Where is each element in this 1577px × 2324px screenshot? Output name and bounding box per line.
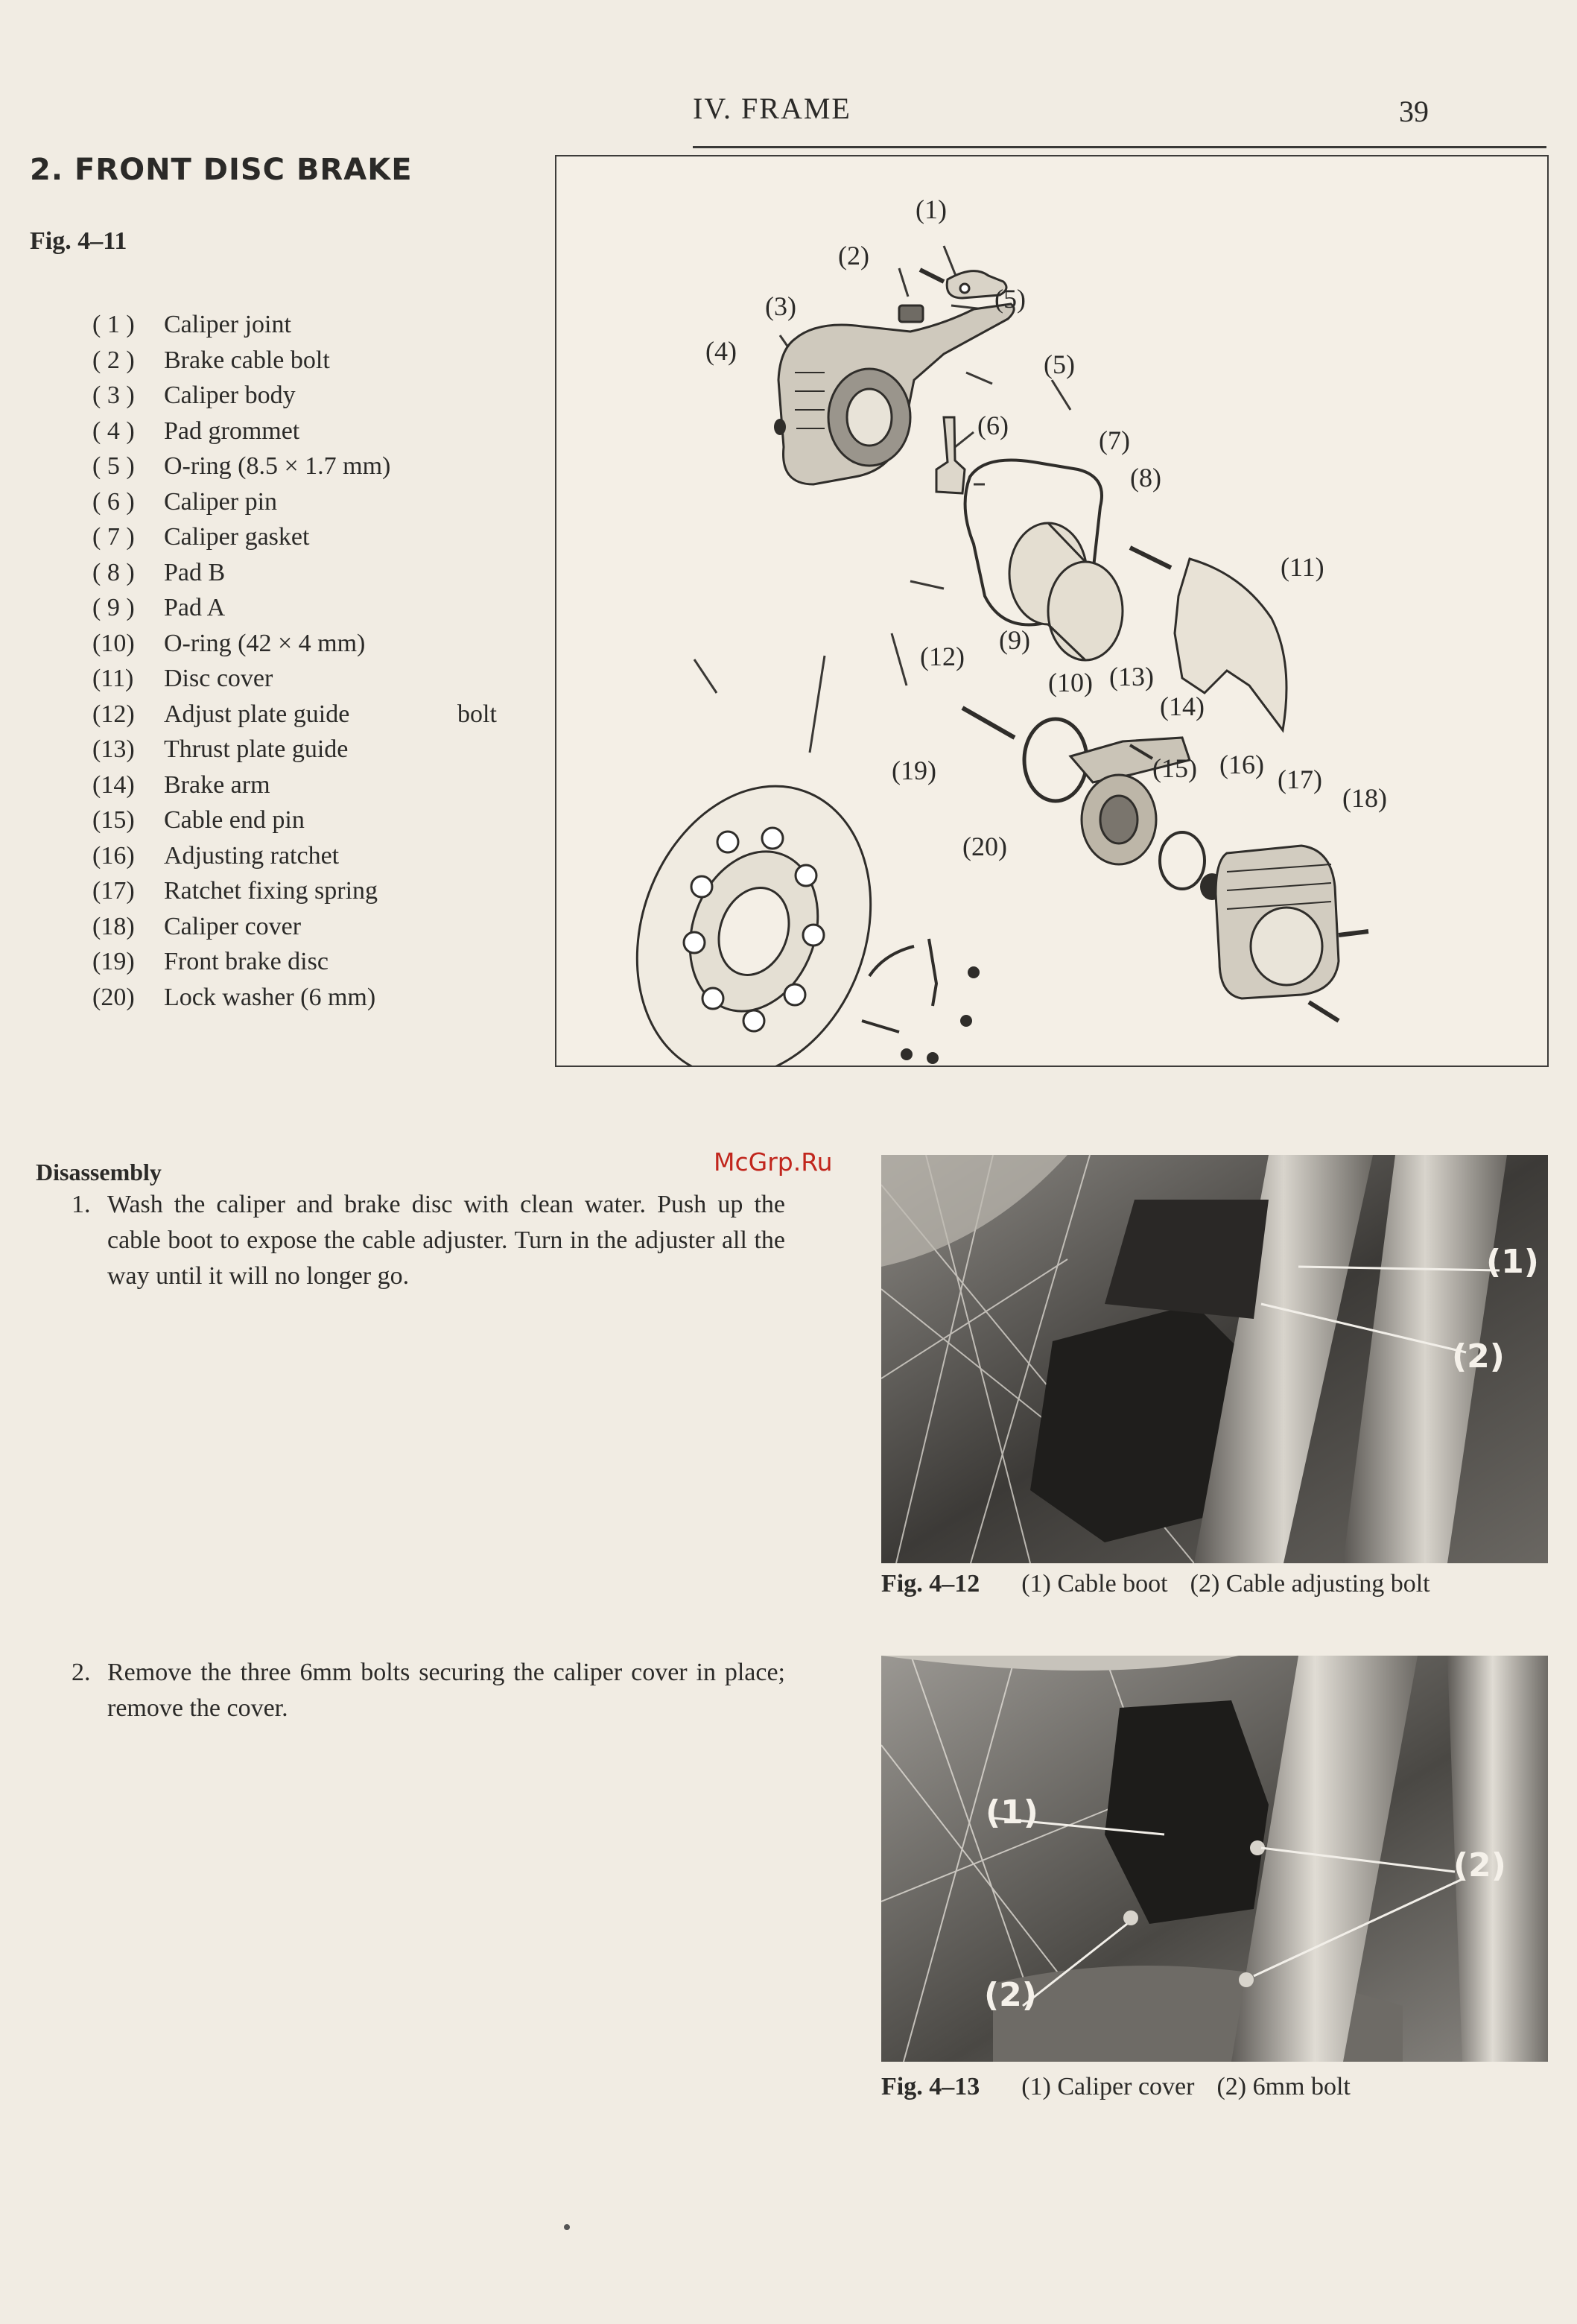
part-name: Pad B — [164, 558, 226, 586]
caliper-pin-part — [936, 417, 965, 493]
caption-figure-number: Fig. 4–12 — [881, 1570, 980, 1598]
parts-list-item — [92, 732, 390, 767]
figure-caption — [881, 1570, 1453, 1598]
part-name-suffix: bolt — [457, 700, 497, 728]
photo2-callout-2b: (2) — [1453, 1846, 1506, 1884]
parts-list-item — [92, 343, 390, 379]
part-number: ( 4 ) — [92, 417, 135, 445]
parts-list-item — [92, 697, 497, 732]
parts-list-item — [92, 802, 390, 838]
part-name: Brake arm — [164, 770, 270, 799]
diagram-callout-20: (20) — [962, 832, 1007, 861]
part-name: Thrust plate guide — [164, 735, 349, 763]
diagram-callout-9: (9) — [999, 625, 1030, 655]
photo2-callout-1: (1) — [986, 1793, 1038, 1831]
diagram-callout-2: (2) — [838, 241, 869, 270]
parts-list-item — [92, 590, 390, 626]
exploded-view-drawing — [556, 156, 1547, 1066]
caliper-cover-part — [1216, 846, 1368, 1021]
part-number: (11) — [92, 665, 134, 692]
step-number: 2. — [72, 1659, 91, 1686]
part-name: Caliper pin — [164, 487, 278, 516]
diagram-callout-15: (15) — [1152, 753, 1197, 783]
diagram-callout-7: (7) — [1099, 425, 1130, 455]
photo-cable-adjuster — [881, 1155, 1548, 1563]
part-name: Pad grommet — [164, 417, 300, 445]
parts-list-item — [92, 414, 390, 449]
part-name: Front brake disc — [164, 948, 329, 975]
step-text: Remove the three 6mm bolts securing the caliper cover in place; remove the cover. — [107, 1659, 785, 1722]
part-number: ( 7 ) — [92, 523, 135, 551]
page-speck — [564, 2224, 570, 2230]
exploded-view-diagram — [555, 155, 1549, 1067]
part-name: Caliper cover — [164, 912, 302, 940]
front-brake-disc-part — [598, 753, 910, 1066]
diagram-callout-14: (14) — [1160, 691, 1205, 721]
lock-washer-parts — [862, 939, 936, 1032]
brake-cable-bolt-part — [899, 305, 923, 322]
photo-caliper-cover-image — [881, 1656, 1548, 2062]
parts-list-item — [92, 661, 390, 697]
page-number: 39 — [1399, 95, 1429, 128]
part-name: Cable end pin — [164, 806, 305, 834]
part-name: Caliper gasket — [164, 523, 310, 551]
part-number: (16) — [92, 841, 135, 870]
diagram-callout-17: (17) — [1278, 764, 1322, 794]
part-name: Lock washer (6 mm) — [164, 983, 376, 1011]
parts-list-item — [92, 378, 390, 414]
diagram-callout-1: (1) — [916, 194, 947, 224]
part-number: ( 5 ) — [92, 452, 135, 480]
photo-cable-adjuster-image — [881, 1155, 1548, 1563]
diagram-callout-4: (4) — [705, 336, 737, 366]
caption-item: (1) Cable boot — [1021, 1570, 1168, 1598]
parts-list-item — [92, 484, 390, 520]
part-number: ( 1 ) — [92, 311, 135, 338]
section-title: 2. FRONT DISC BRAKE — [30, 153, 413, 187]
diagram-callout-6: (6) — [977, 411, 1009, 440]
part-name: Caliper body — [164, 381, 296, 409]
watermark: McGrp.Ru — [714, 1147, 833, 1177]
parts-list-item — [92, 909, 390, 945]
diagram-callout-12: (12) — [920, 642, 965, 671]
part-number: ( 3 ) — [92, 381, 135, 409]
header-rule — [693, 146, 1546, 148]
photo1-callout-2: (2) — [1452, 1337, 1505, 1375]
photo-caliper-cover — [881, 1656, 1548, 2062]
part-name: Pad A — [164, 594, 226, 621]
diagram-callout-13: (13) — [1109, 662, 1154, 691]
diagram-callout-16: (16) — [1219, 750, 1264, 779]
part-number: (17) — [92, 877, 135, 905]
part-number: (10) — [92, 629, 135, 657]
diagram-callout-18: (18) — [1342, 783, 1387, 813]
diagram-callout-5a: (5) — [994, 284, 1026, 314]
parts-list-item — [92, 519, 390, 555]
parts-list-item — [92, 626, 390, 662]
adjust-plate-guide-bolt-part — [962, 708, 1015, 738]
part-name: Brake cable bolt — [164, 346, 330, 374]
parts-list-item — [92, 555, 390, 591]
caption-item: (2) Cable adjusting bolt — [1190, 1570, 1430, 1598]
part-number: (15) — [92, 806, 135, 834]
part-name: O-ring (8.5 × 1.7 mm) — [164, 452, 391, 480]
figure-label: Fig. 4–11 — [30, 227, 127, 255]
parts-list-item — [92, 449, 390, 484]
parts-list-item — [92, 838, 390, 874]
pad-grommet-part — [774, 419, 786, 435]
part-name: Ratchet fixing spring — [164, 877, 378, 905]
caption-figure-number: Fig. 4–13 — [881, 2073, 980, 2100]
diagram-callout-11: (11) — [1281, 552, 1324, 582]
running-header: IV. FRAME — [693, 92, 851, 125]
disassembly-heading: Disassembly — [36, 1159, 162, 1185]
caliper-body-part — [778, 304, 1014, 484]
diagram-callout-5b: (5) — [1044, 349, 1075, 379]
diagram-callout-10: (10) — [1048, 668, 1093, 697]
diagram-callout-3: (3) — [765, 291, 796, 321]
part-number: (19) — [92, 948, 135, 975]
parts-list-item — [92, 944, 390, 980]
part-name: Adjust plate guide — [164, 700, 350, 728]
step-text: Wash the caliper and brake disc with clean water. Push up the cable boot to expose the cable adjuster. Turn in the adjuster all the way until it will no longer go. — [107, 1191, 785, 1290]
caliper-joint-part — [920, 270, 1006, 298]
parts-list-item — [92, 980, 390, 1016]
part-number: ( 9 ) — [92, 594, 135, 621]
diagram-callout-8: (8) — [1130, 463, 1161, 493]
figure-caption — [881, 2073, 1373, 2101]
part-number: ( 8 ) — [92, 558, 135, 586]
part-number: (12) — [92, 700, 135, 728]
parts-list-item — [92, 307, 390, 343]
parts-list-item — [92, 873, 390, 909]
photo2-callout-2a: (2) — [984, 1976, 1037, 2014]
bolt-part — [1130, 548, 1171, 568]
part-number: ( 6 ) — [92, 487, 135, 516]
adjusting-ratchet-part — [1160, 832, 1205, 889]
disassembly-step — [72, 1655, 785, 1726]
photo1-callout-1: (1) — [1486, 1243, 1539, 1281]
diagram-callout-19: (19) — [892, 756, 936, 785]
part-number: (18) — [92, 912, 135, 940]
part-name: Adjusting ratchet — [164, 841, 340, 870]
part-name: O-ring (42 × 4 mm) — [164, 629, 366, 657]
part-number: (14) — [92, 770, 135, 799]
disassembly-step — [72, 1187, 785, 1294]
caption-item: (1) Caliper cover — [1021, 2073, 1195, 2100]
part-number: ( 2 ) — [92, 346, 135, 374]
part-name: Caliper joint — [164, 311, 291, 338]
part-name: Disc cover — [164, 665, 273, 692]
parts-list — [92, 307, 497, 1015]
step-number: 1. — [72, 1191, 91, 1218]
part-number: (13) — [92, 735, 135, 763]
parts-list-item — [92, 767, 390, 803]
part-number: (20) — [92, 983, 135, 1011]
caption-item: (2) 6mm bolt — [1216, 2073, 1351, 2100]
